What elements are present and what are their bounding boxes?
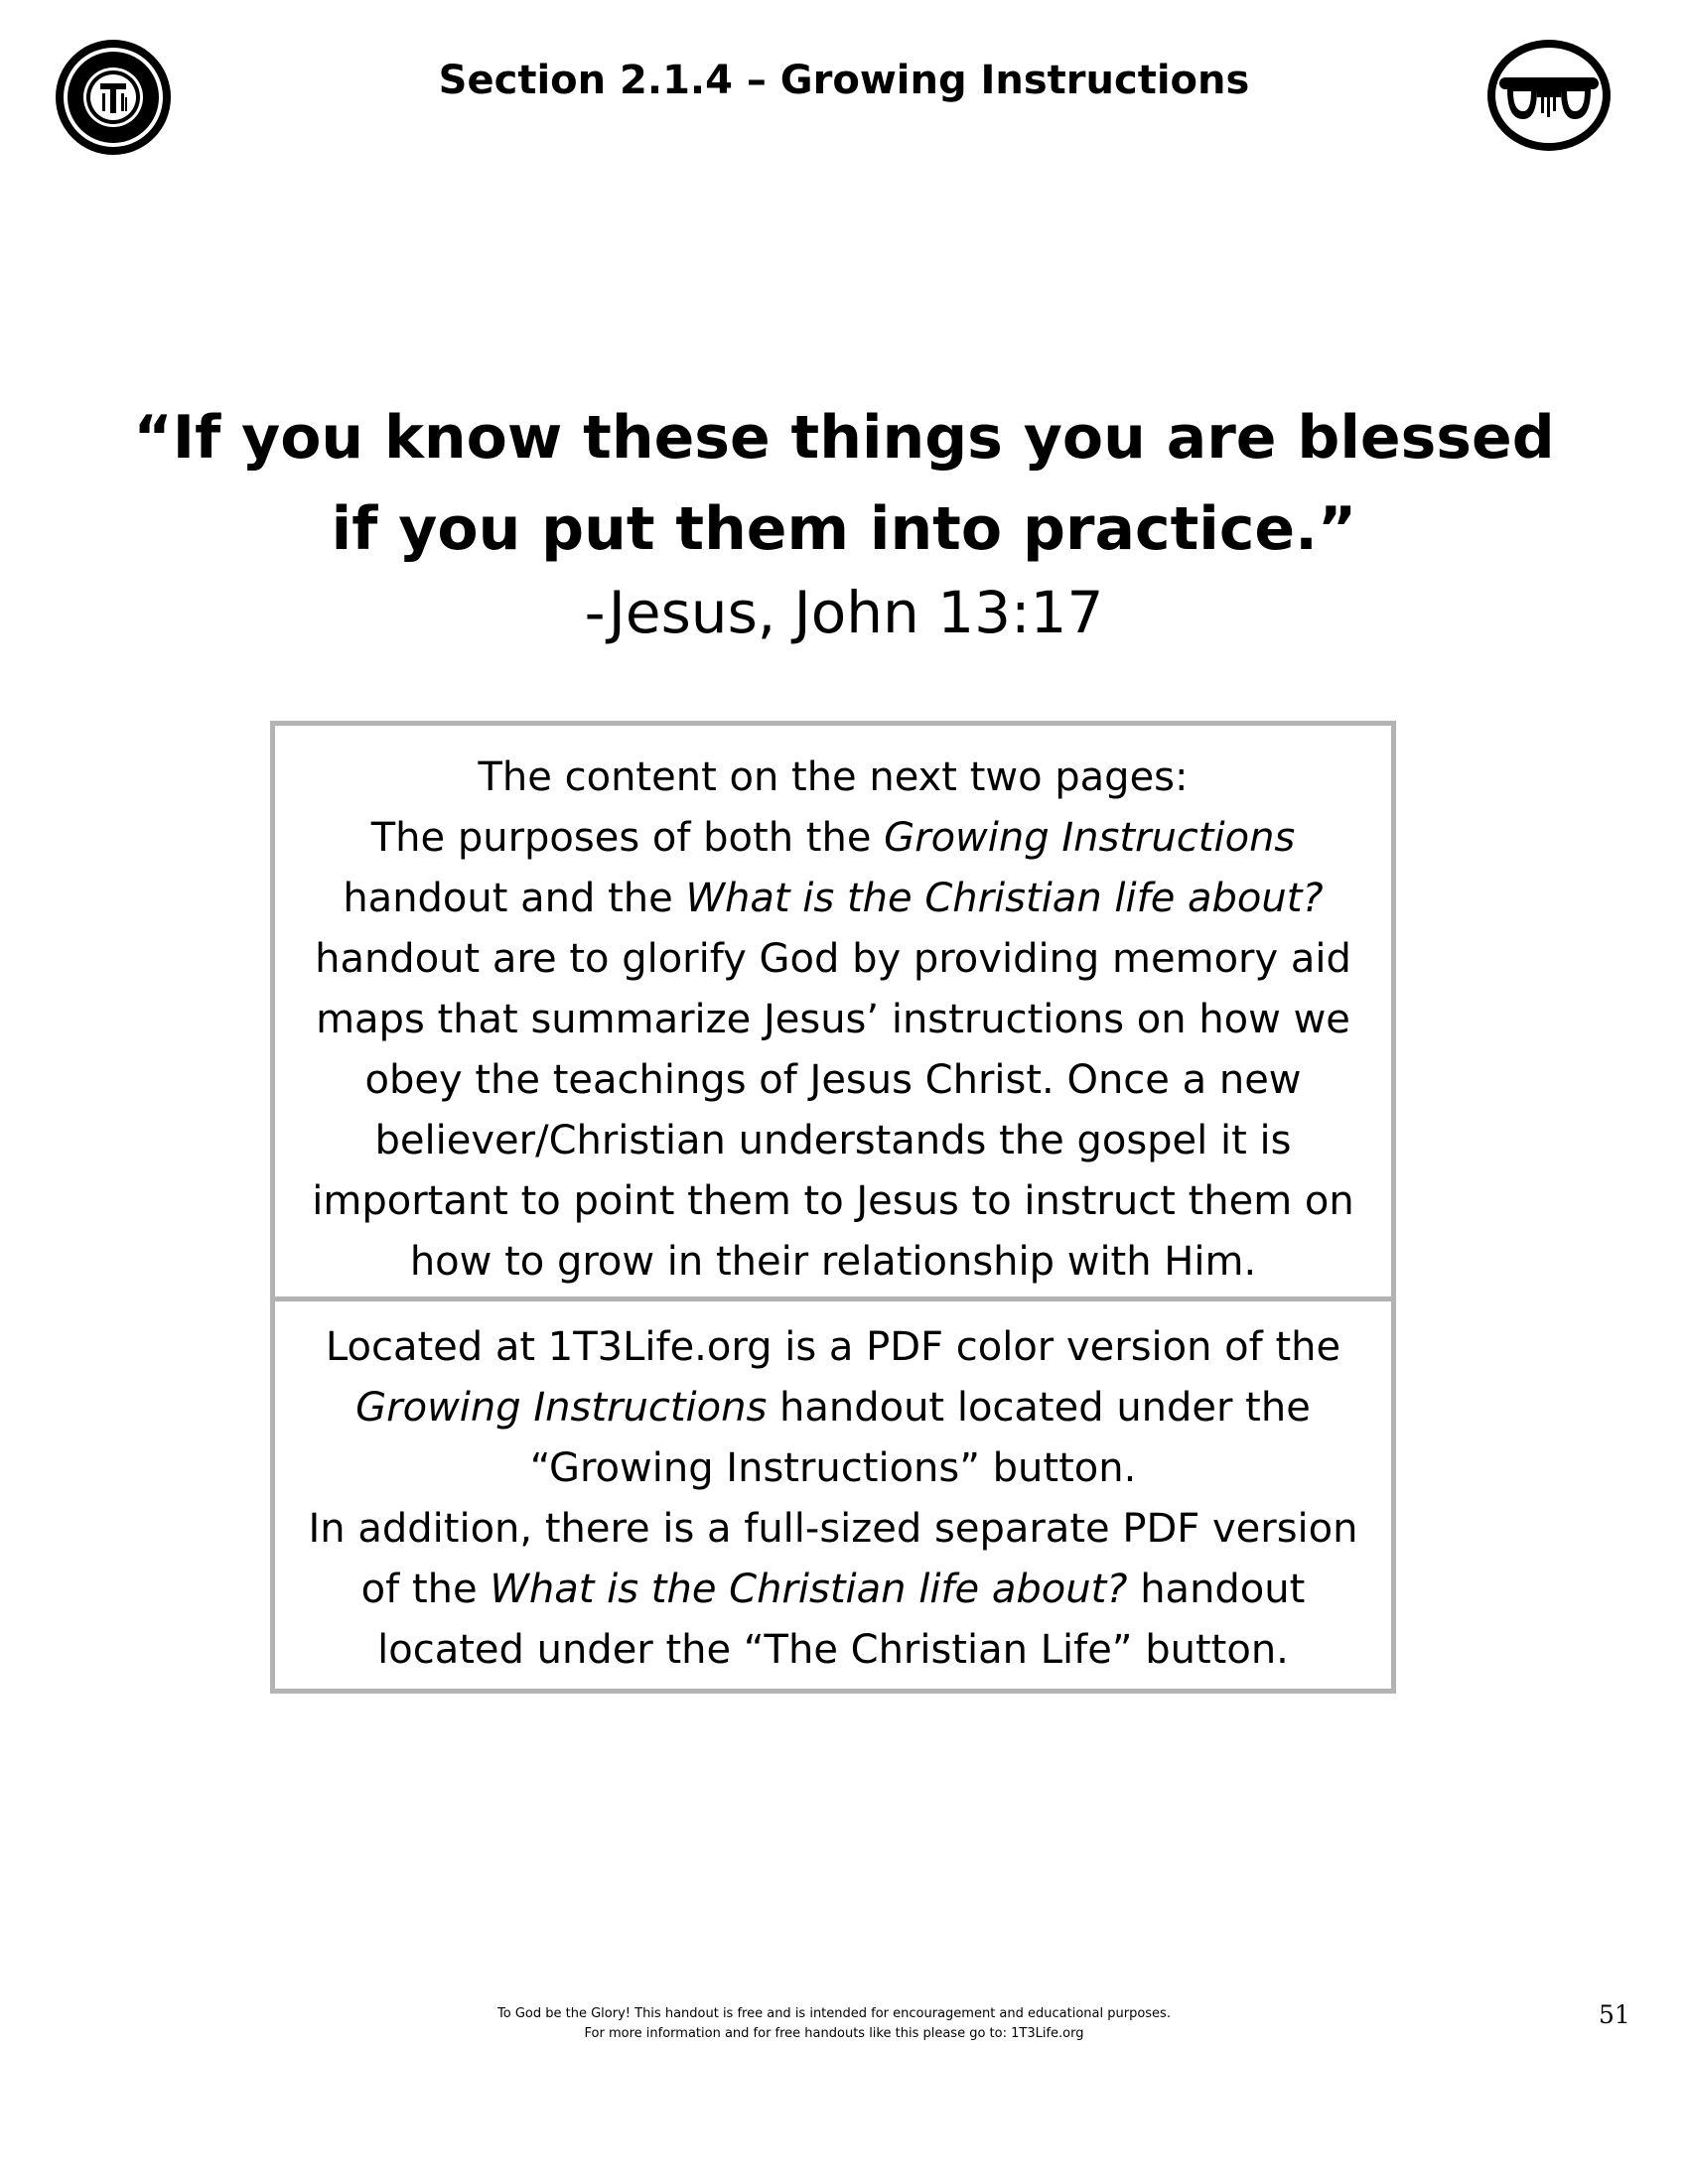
box-divider [275,1297,1391,1301]
quote-attribution: -Jesus, John 13:17 [584,579,1104,646]
location-line-2: Growing Instructions handout located under the [355,1385,1311,1431]
info-box [270,721,1396,1694]
purpose-line-9: how to grow in their relationship with Him. [409,1239,1257,1285]
quote-line-1: “If you know these things you are blessed [133,403,1555,473]
location-line-4: In addition, there is a full-sized separate PDF version [308,1506,1358,1552]
location-paragraph [275,1317,1391,1681]
purpose-paragraph [275,748,1391,1293]
footer-line-2: For more information and for free handouts like this please go to: 1T3Life.org [584,2026,1084,2041]
purpose-line-2: The purposes of both the Growing Instructions [370,815,1296,861]
purpose-line-1: The content on the next two pages: [478,754,1189,800]
growing-instructions-title: Growing Instructions [355,1385,768,1431]
footer [0,2004,1668,2044]
purpose-line-6: obey the teachings of Jesus Christ. Once a new [364,1057,1302,1103]
purpose-line-8: important to point them to Jesus to instruct them on [312,1178,1354,1224]
growing-instructions-title: Growing Instructions [884,815,1296,861]
purpose-line-7: believer/Christian understands the gospel it is [374,1118,1292,1163]
page-number: 51 [1599,2000,1630,2029]
quote-line-2: if you put them into practice.” [331,494,1357,564]
location-line-6: located under the “The Christian Life” button. [377,1627,1289,1673]
purpose-line-3: handout and the What is the Christian life about? [343,876,1324,921]
location-line-1: Located at 1T3Life.org is a PDF color version of the [325,1324,1341,1370]
footer-line-1: To God be the Glory! This handout is free and is intended for encouragement and educational purposes. [497,2006,1171,2021]
bible-quote [0,392,1688,575]
location-line-3: “Growing Instructions” button. [529,1445,1137,1491]
location-line-5: of the What is the Christian life about? handout [360,1567,1306,1612]
christian-life-title: What is the Christian life about? [685,876,1324,921]
page-title: Section 2.1.4 – Growing Instructions [438,58,1250,103]
christian-life-title: What is the Christian life about? [490,1567,1128,1612]
purpose-line-4: handout are to glorify God by providing memory aid [315,936,1351,982]
purpose-line-5: maps that summarize Jesus’ instructions on how we [316,997,1350,1042]
